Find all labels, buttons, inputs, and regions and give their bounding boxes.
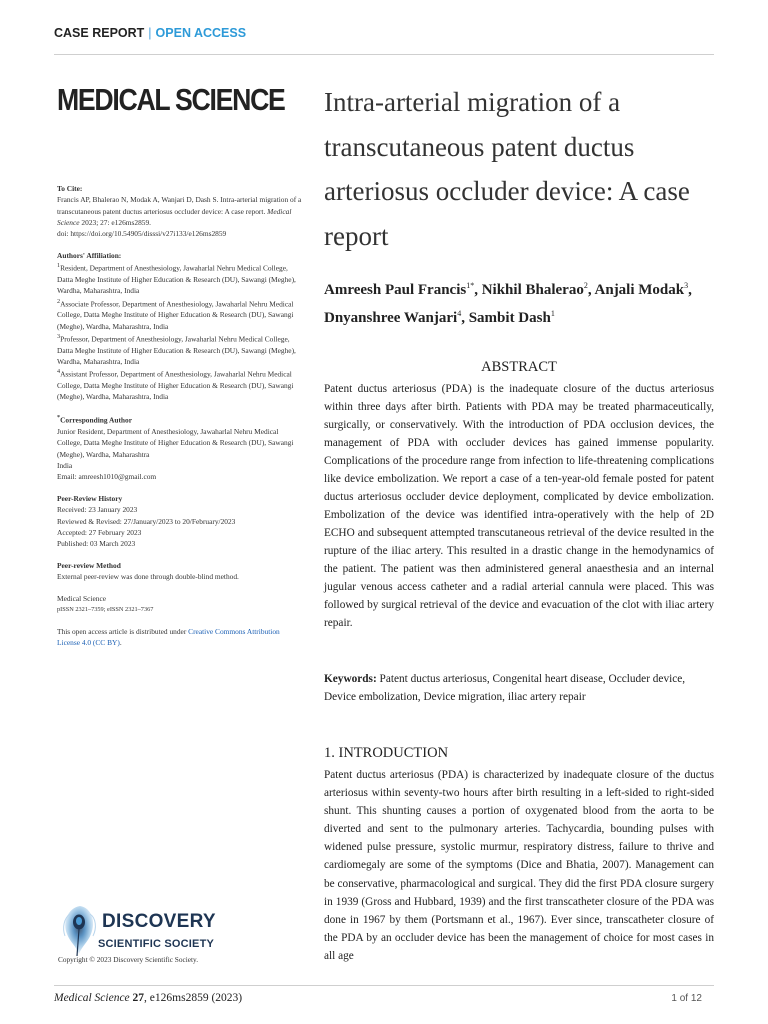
- corresponding-mark: *: [57, 415, 61, 422]
- peacock-feather-logo-icon: [56, 902, 102, 958]
- license-link[interactable]: Creative Commons Attribution License 4.0 (CC BY): [57, 627, 280, 648]
- publisher-subname: SCIENTIFIC SOCIETY: [98, 938, 215, 950]
- accepted-date: Accepted: 27 February 2023: [57, 527, 142, 537]
- case-report-label: CASE REPORT: [54, 26, 145, 40]
- received-date: Received: 23 January 2023: [57, 505, 138, 515]
- issn-text: pISSN 2321–7359; eISSN 2321–7367: [57, 606, 154, 614]
- peer-review-method-block: [57, 560, 302, 583]
- author-separator: ,: [688, 282, 692, 298]
- cite-heading: To Cite:: [57, 184, 83, 193]
- header-rule: [54, 54, 714, 55]
- publisher-name: DISCOVERY: [102, 911, 216, 932]
- author-affiliation-mark: 2: [583, 281, 588, 290]
- citation-text-part: 2023; 27: e126ms2859.: [79, 217, 152, 227]
- license-block: [57, 626, 302, 649]
- method-text: External peer-review was done through double-blind method.: [57, 572, 239, 582]
- affiliations-block: [57, 250, 302, 403]
- license-text-end: .: [119, 638, 122, 648]
- affiliation-item: [57, 261, 302, 296]
- issn-block: [57, 593, 302, 616]
- corresponding-author-block: [57, 413, 302, 482]
- corresponding-text: Junior Resident, Department of Anesthesiology, Jawaharlal Nehru Medical College, Datta Meghe Institute of Higher Education & Research (DU), Sawangi (Meghe), Wardha, Maharashtra: [57, 426, 294, 459]
- abstract-text: Patent ductus arteriosus (PDA) is the inadequate closure of the ductus arteriosus within three days after birth. Patients with PDA may be treated pharmaceutically, surgically, or conservatively. With the introduction of PDA occlusion devices, the management of PDA with occluder devices has gained immense popularity. Complications of the procedure range from infection to life-threatening complications like device embolization. We report a case of a ten-year-old female posted for patent ductus arteriosus occluder device deployment, complicated by device embolization. Embolization of the device was identified intra-operatively with the help of 2D ECHO and subsequent attempted transcutaneous retrieval of the device resulted in the rupture of the iliac artery. This resulted in a drastic change in the hemodynamics of the patient. The patient was then administered general anaesthesia and an internal jugular venous access catheter and a radial arterial cannula were placed. This was followed by surgical retrieval of the device and evacuation of the clot with iliac artery repair.: [324, 383, 714, 629]
- article-info-sidebar: [57, 183, 302, 659]
- author-affiliation-mark: 1: [550, 309, 555, 318]
- published-date: Published: 03 March 2023: [57, 539, 136, 549]
- article-title: Intra-arterial migration of a transcutaneous patent ductus arteriosus occluder device: A case report: [324, 87, 690, 251]
- article-type-header: [54, 26, 714, 40]
- affiliation-number: 2: [57, 298, 61, 305]
- footer-rule: [54, 985, 714, 986]
- author-separator: ,: [474, 282, 482, 298]
- author-name: Dnyanshree Wanjari: [324, 310, 458, 326]
- reviewed-dates: Reviewed & Revised: 27/January/2023 to 20/February/2023: [57, 516, 236, 526]
- affiliation-number: 4: [57, 369, 61, 376]
- affiliation-number: 1: [57, 263, 61, 270]
- header-separator: |: [148, 26, 152, 40]
- citation-block: [57, 183, 302, 239]
- history-heading: Peer-Review History: [57, 493, 123, 503]
- citation-journal: Medical Science: [57, 206, 292, 227]
- author-affiliation-mark: 1*: [466, 281, 475, 290]
- author-name: Nikhil Bhalerao: [481, 282, 584, 298]
- author-affiliation-mark: 4: [457, 309, 462, 318]
- footer-volume: 27: [129, 992, 145, 1004]
- affiliation-text: Associate Professor, Department of Anesthesiology, Jawaharlal Nehru Medical College, Datta Meghe Institute of Higher Education & Research (DU), Sawangi (Meghe), Wardha, Maharashtra, India: [57, 299, 294, 331]
- copyright-notice: Copyright © 2023 Discovery Scientific Society.: [58, 955, 199, 964]
- page-number: 1 of 12: [671, 993, 702, 1004]
- introduction-text: Patent ductus arteriosus (PDA) is characterized by inadequate closure of the ductus arteriosus within seventy-two hours after birth resulting in a left-sided to right-sided shunt. This shunting causes a portion of oxygenated blood from the aorta to be diverted and sent to the pulmonary arteries. Tachycardia, bounding pulses with widened pulse pressure, systolic murmur, respiratory distress, failure to thrive and cardiomegaly are some of the symptoms (Dice and Bhatia, 2007). Management can be conservative, pharmacological and surgical. They did the first PDA closure surgery in 1939 (Gross and Hubbard, 1939) and the first transcatheter closure of the PDA was done in 1967 by them (Portsmann et al., 1967). Ever since, transcatheter closure of the PDA by an occluder device has been the management of choice for most cases in all age: [324, 769, 714, 962]
- author-separator: ,: [461, 310, 469, 326]
- affiliation-item: [57, 367, 302, 402]
- affiliation-text: Professor, Department of Anesthesiology, Jawaharlal Nehru Medical College, Datta Meghe Institute of Higher Education & Research (DU), Sawangi (Meghe), Wardha, Maharashtra, India: [57, 334, 296, 367]
- author-separator: ,: [587, 282, 595, 298]
- corresponding-country: India: [57, 460, 73, 470]
- keywords: [324, 670, 714, 706]
- citation-text: [57, 194, 302, 228]
- abstract-heading: ABSTRACT: [481, 359, 557, 375]
- introduction-heading: 1. INTRODUCTION: [324, 745, 449, 761]
- author-affiliation-mark: 3: [684, 281, 689, 290]
- footer-article-id: , e126ms2859 (2023): [144, 992, 243, 1004]
- citation-text-part: Francis AP, Bhalerao N, Modak A, Wanjari D, Dash S. Intra-arterial migration of a transcutaneous patent ductus arteriosus occluder device: A case report.: [57, 195, 302, 216]
- corresponding-email: Email: amreesh1010@gmail.com: [57, 472, 157, 482]
- affiliation-text: Resident, Department of Anesthesiology, Jawaharlal Nehru Medical College, Datta Meghe Institute of Higher Education & Research (DU), Sawangi (Meghe), Wardha, Maharashtra, India: [57, 263, 296, 296]
- keywords-text: Patent ductus arteriosus, Congenital heart disease, Occluder device, Device embolization, Device migration, iliac artery repair: [324, 673, 686, 703]
- peer-review-history-block: [57, 493, 302, 549]
- journal-brand-logo: MEDICAL SCIENCE: [57, 82, 285, 117]
- footer-citation: [54, 992, 242, 1004]
- journal-name: Medical Science: [57, 594, 107, 604]
- affiliation-item: [57, 297, 302, 332]
- license-text: [57, 626, 302, 649]
- affiliation-number: 3: [57, 334, 61, 340]
- affiliation-text: Assistant Professor, Department of Anesthesiology, Jawaharlal Nehru Medical College, Datta Meghe Institute of Higher Education & Research (DU), Sawangi (Meghe), Wardha, Maharashtra, India: [57, 369, 294, 402]
- citation-doi: doi: https://doi.org/10.54905/disssi/v27i133/e126ms2859: [57, 229, 227, 239]
- author-list: [324, 274, 724, 330]
- affiliations-heading: Authors' Affiliation:: [57, 250, 122, 260]
- corresponding-heading-text: Corresponding Author: [60, 415, 133, 425]
- footer-journal: Medical Science: [54, 992, 130, 1004]
- keywords-label: Keywords:: [324, 673, 377, 685]
- corresponding-heading: [57, 413, 302, 426]
- license-text-part: This open access article is distributed under: [57, 627, 189, 637]
- author-name: Amreesh Paul Francis: [324, 282, 467, 298]
- affiliation-item: [57, 332, 302, 367]
- author-name: Anjali Modak: [594, 282, 685, 298]
- open-access-label: OPEN ACCESS: [155, 26, 247, 40]
- author-name: Sambit Dash: [468, 310, 551, 326]
- method-heading: Peer-review Method: [57, 560, 121, 570]
